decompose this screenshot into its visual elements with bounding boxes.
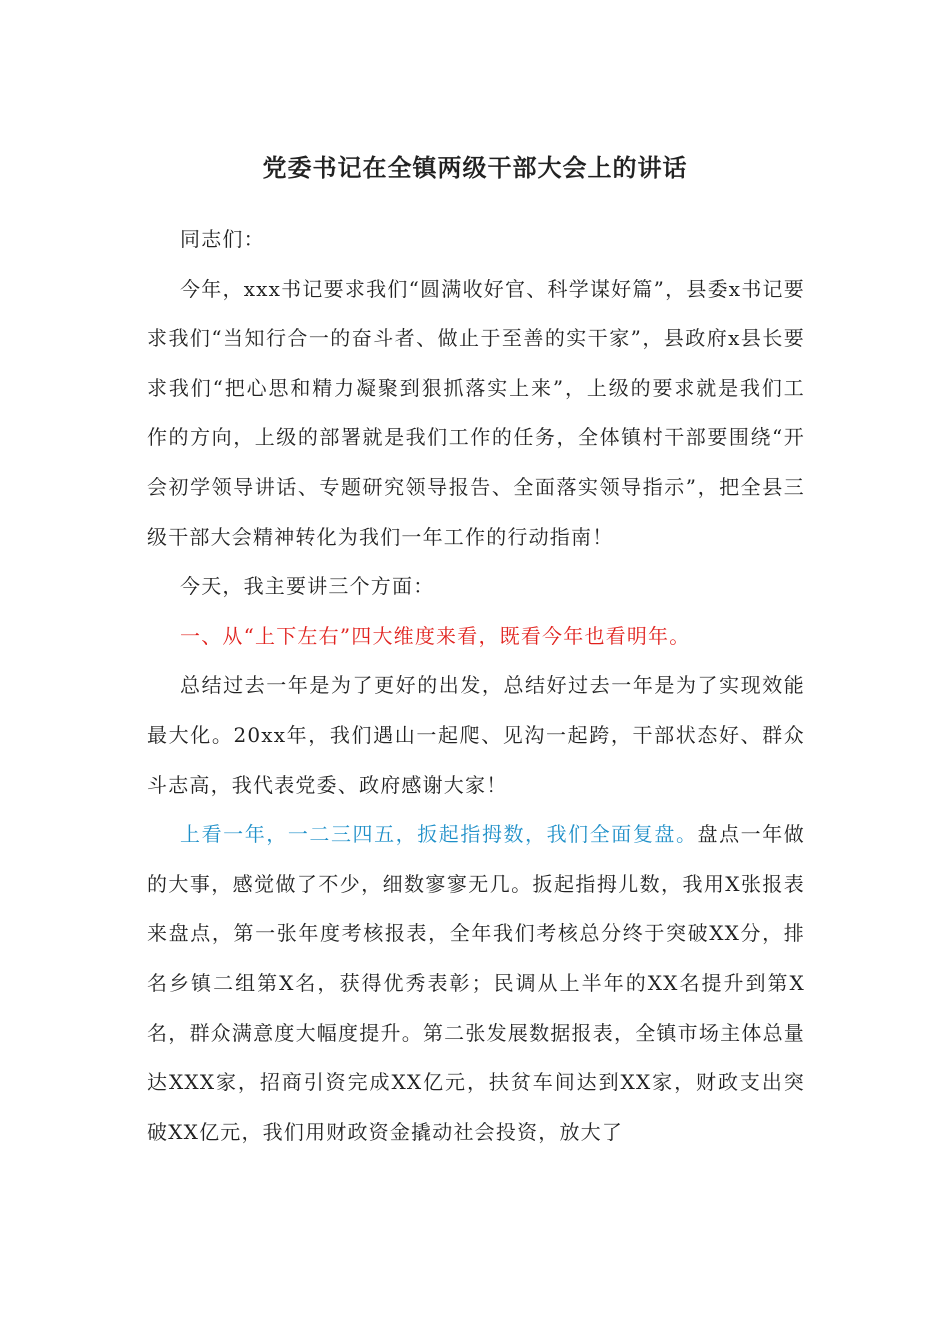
paragraph-4-rest: 盘点一年做的大事，感觉做了不少，细数寥寥无几。扳起指拇儿数，我用X张报表来盘点，第一张年度考核报表，全年我们考核总分终于突破XX分，排名乡镇二组第X名，获得优秀表彰；民调从上半年的XX名提升到第X名，群众满意度大幅度提升。第二张发展数据报表，全镇市场主体总量达XXX家，招商引资完成XX亿元，扶贫车间达到XX家，财政支出突破XX亿元，我们用财政资金撬动社会投资，放大了 xyxy=(147,822,806,1144)
paragraph-2: 今天，我主要讲三个方面： xyxy=(180,574,435,599)
document-body xyxy=(147,215,805,1157)
paragraph-4-lead: 上看一年，一二三四五，扳起指拇数，我们全面复盘。 xyxy=(180,822,698,847)
paragraph-1: 今年，xxx书记要求我们“圆满收好官、科学谋好篇”，县委x书记要求我们“当知行合一的奋斗者、做止于至善的实干家”，县政府x县长要求我们“把心思和精力凝聚到狠抓落实上来”，上级的要求就是我们工作的方向，上级的部署就是我们工作的任务，全体镇村干部要围绕“开会初学领导讲话、专题研究领导报告、全面落实领导指示”，把全县三级干部大会精神转化为我们一年工作的行动指南！ xyxy=(147,276,805,549)
section-heading-1: 一、从“上下左右”四大维度来看，既看今年也看明年。 xyxy=(180,623,691,648)
salutation: 同志们： xyxy=(180,227,265,251)
document-title: 党委书记在全镇两级干部大会上的讲话 xyxy=(262,153,688,182)
paragraph-4 xyxy=(147,810,805,1157)
paragraph-3: 总结过去一年是为了更好的出发，总结好过去一年是为了实现效能最大化。20xx年，我们遇山一起爬、见沟一起跨，干部状态好、群众斗志高，我代表党委、政府感谢大家！ xyxy=(147,673,805,797)
